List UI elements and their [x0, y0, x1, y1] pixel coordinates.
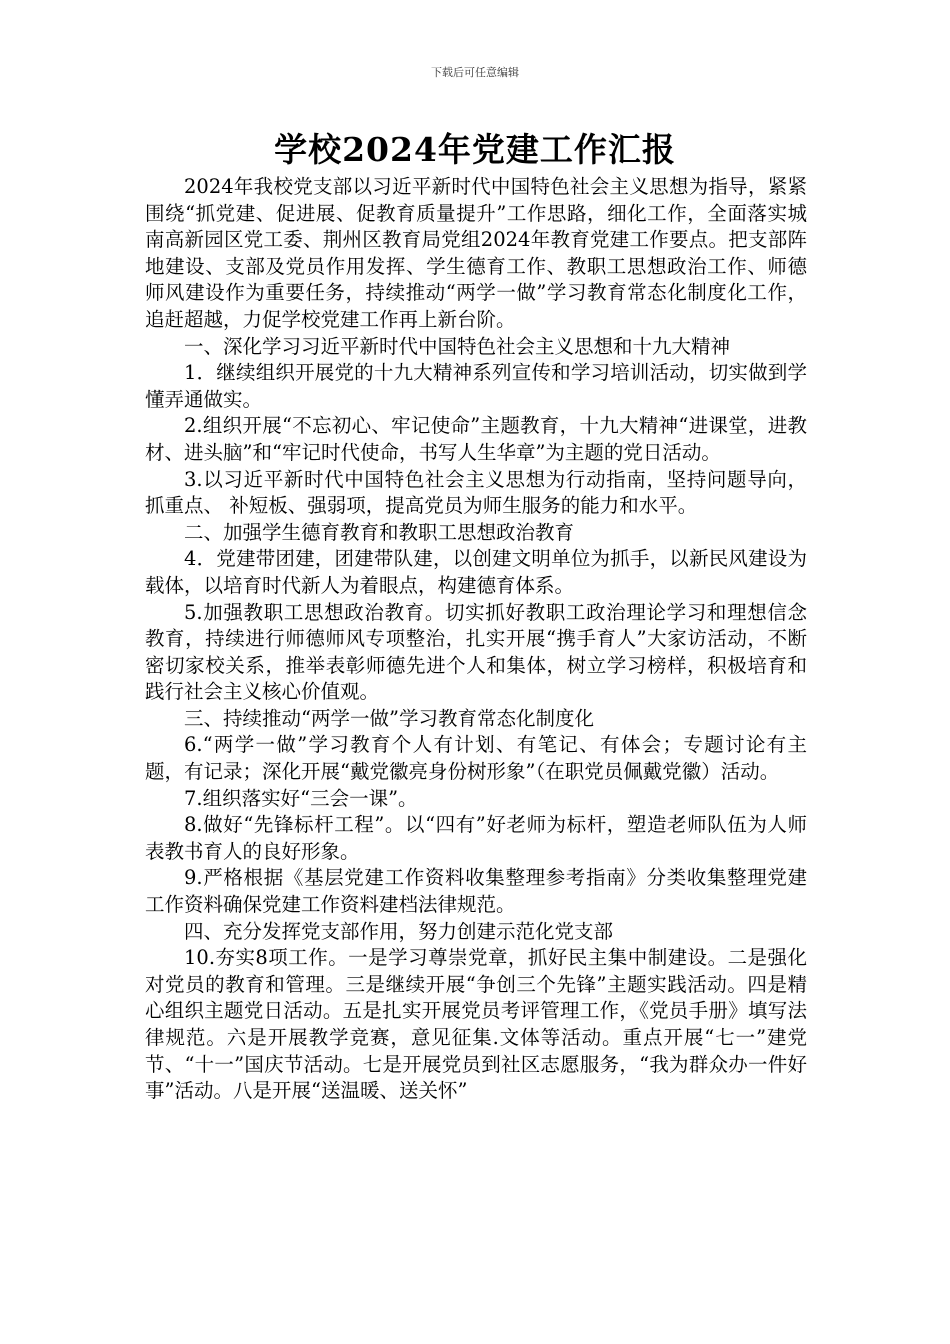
section-heading-3: 三、持续推动“两学一做”学习教育常态化制度化 — [184, 706, 594, 730]
paragraph-intro: 2024年我校党支部以习近平新时代中国特色社会主义思想为指导，紧紧围绕“抓党建、促进展、促教育质量提升”工作思路，细化工作，全面落实城南高新园区党工委、荆州区教育局党组2024年教育党建工作要点。把支部阵地建设、支部及党员作用发挥、学生德育工作、教职工思想政治工作、师德师风建设作为重要任务，持续推动“两学一做”学习教育常态化制度化工作，追赶超越，力促学校党建工作再上新台阶。 — [145, 175, 807, 331]
paragraph-item-3: 3.以习近平新时代中国特色社会主义思想为行动指南，坚持问题导向，抓重点、 补短板、强弱项，提高党员为师生服务的能力和水平。 — [145, 467, 807, 518]
paragraph-item-1: 1．继续组织开展党的十九大精神系列宣传和学习培训活动，切实做到学懂弄通做实。 — [145, 361, 807, 411]
document-body — [145, 174, 807, 1105]
document-title: 学校2024年党建工作汇报 — [274, 130, 676, 169]
paragraph-item-9: 9.严格根据《基层党建工作资料收集整理参考指南》分类收集整理党建工作资料确保党建工作资料建档法律规范。 — [145, 866, 807, 917]
section-heading-4: 四、充分发挥党支部作用，努力创建示范化党支部 — [184, 919, 614, 943]
paragraph-item-7: 7.组织落实好“三会一课”。 — [184, 786, 418, 810]
section-heading-1: 一、深化学习习近平新时代中国特色社会主义思想和十九大精神 — [184, 334, 731, 358]
paragraph-item-2: 2.组织开展“不忘初心、牢记使命”主题教育，十九大精神“进课堂，进教材、进头脑”和“牢记时代使命，书写人生华章”为主题的党日活动。 — [145, 414, 807, 464]
paragraph-item-10: 10.夯实8项工作。一是学习尊崇党章，抓好民主集中制建设。二是强化对党员的教育和管理。三是继续开展“争创三个先锋”主题实践活动。四是精心组织主题党日活动。五是扎实开展党员考评管理工作，《党员手册》填写法律规范。六是开展教学竞赛，意见征集.文体等活动。重点开展“七一”建党节、“十一”国庆节活动。七是开展党员到社区志愿服务，“我为群众办一件好事”活动。八是开展“送温暖、送关怀” — [145, 946, 807, 1103]
paragraph-item-5: 5.加强教职工思想政治教育。切实抓好教职工政治理论学习和理想信念教育，持续进行师德师风专项整治，扎实开展“携手育人”大家访活动，不断密切家校关系，推举表彰师德先进个人和集体，树立学习榜样，积极培育和践行社会主义核心价值观。 — [145, 600, 807, 704]
header-note: 下载后可任意编辑 — [431, 66, 519, 79]
paragraph-item-4: 4．党建带团建，团建带队建，以创建文明单位为抓手，以新民风建设为载体，以培育时代新人为着眼点，构建德育体系。 — [145, 547, 807, 597]
paragraph-item-8: 8.做好“先锋标杆工程”。以“四有”好老师为标杆，塑造老师队伍为人师表教书育人的良好形象。 — [145, 813, 807, 863]
section-heading-2: 二、加强学生德育教育和教职工思想政治教育 — [184, 520, 575, 544]
paragraph-item-6: 6.“两学一做”学习教育个人有计划、有笔记、有体会；专题讨论有主题，有记录；深化开展“戴党徽亮身份树形象”（在职党员佩戴党徽）活动。 — [145, 733, 807, 784]
